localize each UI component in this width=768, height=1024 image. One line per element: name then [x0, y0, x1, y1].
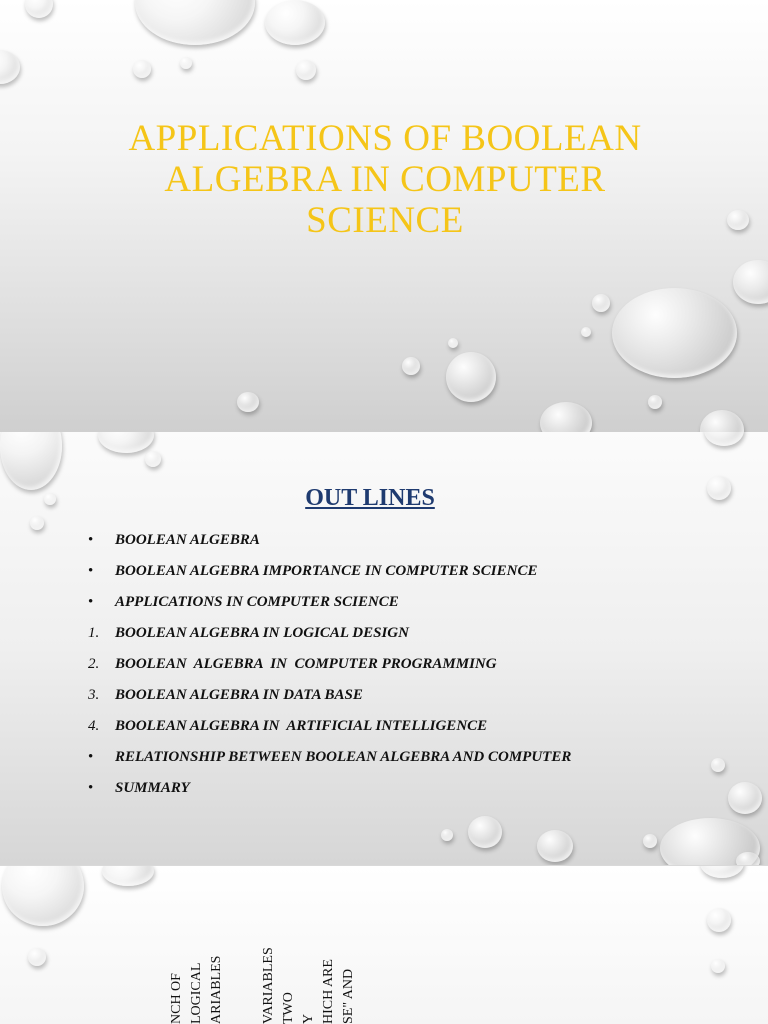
water-drop — [2, 866, 84, 926]
outline-list — [88, 528, 728, 807]
water-drop — [30, 516, 44, 530]
list-item — [88, 621, 728, 652]
number-marker: 3. — [88, 687, 100, 703]
slide-title: APPLICATIONS OF BOOLEAN ALGEBRA IN COMPUTER SCIENCE — [128, 118, 642, 241]
vertical-text-line: NCH OF — [169, 973, 184, 1024]
list-item-text: APPLICATIONS IN COMPUTER SCIENCE — [115, 594, 399, 610]
water-drop — [133, 60, 151, 78]
list-item-text: RELATIONSHIP BETWEEN BOOLEAN ALGEBRA AND COMPUTER — [115, 749, 572, 765]
outline-slide — [0, 432, 768, 865]
water-drop — [296, 60, 316, 80]
water-drop — [0, 432, 62, 490]
list-item-text: BOOLEAN ALGEBRA IN COMPUTER PROGRAMMING — [115, 656, 497, 672]
water-drop — [237, 392, 259, 412]
water-drop — [448, 338, 458, 348]
list-item — [88, 776, 728, 807]
water-drop — [581, 327, 591, 337]
water-drop — [265, 0, 325, 45]
list-item — [88, 652, 728, 683]
title-slide — [0, 0, 768, 432]
water-drop — [711, 959, 725, 973]
list-item — [88, 590, 728, 621]
vertical-text-line: HICH ARE — [321, 959, 336, 1024]
water-drop — [592, 294, 610, 312]
number-marker: 2. — [88, 656, 100, 672]
list-item-text: BOOLEAN ALGEBRA IN ARTIFICIAL INTELLIGENCE — [115, 718, 488, 734]
water-drop — [707, 908, 731, 932]
bullet-marker: • — [88, 594, 94, 610]
water-drop — [98, 432, 154, 453]
bullet-marker: • — [88, 749, 94, 765]
vertical-text-line: VARIABLES — [261, 947, 276, 1024]
water-drop — [727, 210, 749, 230]
water-drop — [733, 260, 768, 304]
vertical-text-line: LOGICAL — [189, 962, 204, 1024]
list-item-text: BOOLEAN ALGEBRA IMPORTANCE IN COMPUTER SCIENCE — [115, 563, 538, 579]
water-drop — [28, 948, 46, 966]
list-item — [88, 559, 728, 590]
number-marker: 1. — [88, 625, 100, 641]
water-drop — [145, 451, 161, 467]
vertical-text-line: TWO — [281, 992, 296, 1024]
list-item — [88, 714, 728, 745]
vertical-text-line: SE" AND — [341, 968, 356, 1024]
water-drop — [612, 288, 737, 378]
partial-slide — [0, 866, 768, 1024]
list-item — [88, 745, 728, 776]
list-item-text: BOOLEAN ALGEBRA IN LOGICAL DESIGN — [115, 625, 409, 641]
water-drop — [468, 816, 502, 848]
bullet-marker: • — [88, 532, 94, 548]
water-drop — [704, 432, 744, 446]
water-drop — [736, 852, 760, 865]
water-drop — [643, 834, 657, 848]
list-item-text: SUMMARY — [115, 780, 190, 796]
water-drop — [441, 829, 453, 841]
water-drop — [102, 866, 154, 886]
water-drop — [25, 0, 53, 18]
bullet-marker: • — [88, 780, 94, 796]
water-drop — [700, 410, 744, 432]
list-item — [88, 528, 728, 559]
vertical-text-line: ARIABLES — [209, 955, 224, 1024]
water-drop — [135, 0, 255, 45]
water-drop — [402, 357, 420, 375]
vertical-text-line: Y — [301, 1013, 316, 1024]
water-drop — [0, 50, 20, 84]
water-drop — [180, 57, 192, 69]
bullet-marker: • — [88, 563, 94, 579]
list-item — [88, 683, 728, 714]
list-item-text: BOOLEAN ALGEBRA — [115, 532, 260, 548]
water-drop — [537, 830, 573, 862]
water-drop — [540, 402, 592, 432]
water-drop — [700, 866, 744, 878]
number-marker: 4. — [88, 718, 100, 734]
water-drop — [648, 395, 662, 409]
water-drop — [728, 782, 762, 814]
water-drop — [446, 352, 496, 402]
list-item-text: BOOLEAN ALGEBRA IN DATA BASE — [115, 687, 363, 703]
outline-heading: OUT LINES — [305, 485, 435, 511]
